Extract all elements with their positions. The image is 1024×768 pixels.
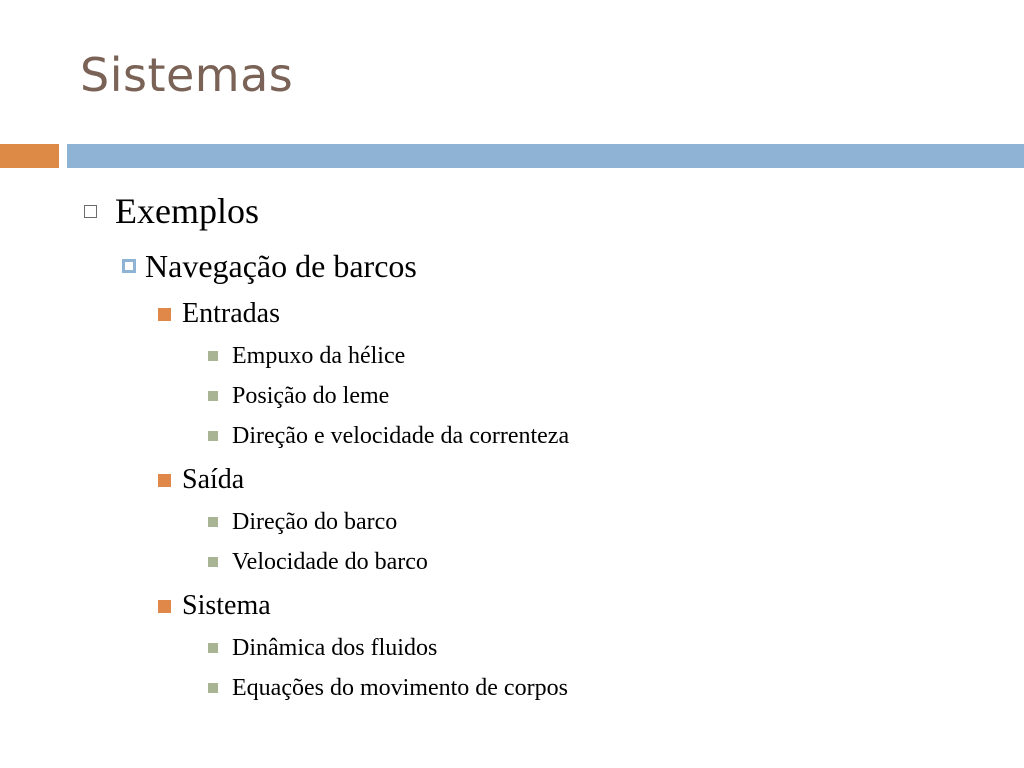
bullet-text: Saída xyxy=(182,464,245,495)
bullet-level4-item xyxy=(208,676,568,700)
bullet-text: Posição do leme xyxy=(232,383,390,409)
bullet-level4-item xyxy=(208,510,397,534)
green-square-bullet-icon xyxy=(208,391,218,401)
framed-square-bullet-icon xyxy=(122,259,136,273)
orange-square-bullet-icon xyxy=(158,600,171,613)
bullet-text: Empuxo da hélice xyxy=(232,343,406,369)
green-square-bullet-icon xyxy=(208,643,218,653)
hollow-square-bullet-icon xyxy=(84,205,97,218)
bullet-level4-item xyxy=(208,550,428,574)
bullet-level4-item xyxy=(208,424,569,448)
green-square-bullet-icon xyxy=(208,557,218,567)
bullet-text: Sistema xyxy=(182,590,271,621)
orange-square-bullet-icon xyxy=(158,308,171,321)
slide-title: Sistemas xyxy=(80,48,294,102)
bullet-text: Entradas xyxy=(182,298,280,329)
bullet-level4-item xyxy=(208,636,437,660)
bullet-level3-sistema xyxy=(158,592,271,620)
bullet-text: Equações do movimento de corpos xyxy=(232,675,568,701)
bullet-text: Direção e velocidade da correnteza xyxy=(232,423,570,449)
bullet-text: Dinâmica dos fluidos xyxy=(232,635,438,661)
green-square-bullet-icon xyxy=(208,517,218,527)
bullet-level3-saida xyxy=(158,466,244,494)
bullet-level2-navegacao xyxy=(122,250,417,282)
green-square-bullet-icon xyxy=(208,431,218,441)
bullet-text: Exemplos xyxy=(115,191,259,231)
bullet-level4-item xyxy=(208,344,405,368)
bullet-level3-entradas xyxy=(158,300,280,328)
bullet-level4-item xyxy=(208,384,389,408)
bullet-text: Direção do barco xyxy=(232,509,398,535)
bullet-text: Navegação de barcos xyxy=(145,248,417,284)
green-square-bullet-icon xyxy=(208,683,218,693)
bullet-level1-exemplos xyxy=(84,193,259,229)
green-square-bullet-icon xyxy=(208,351,218,361)
orange-square-bullet-icon xyxy=(158,474,171,487)
bullet-text: Velocidade do barco xyxy=(232,549,428,575)
